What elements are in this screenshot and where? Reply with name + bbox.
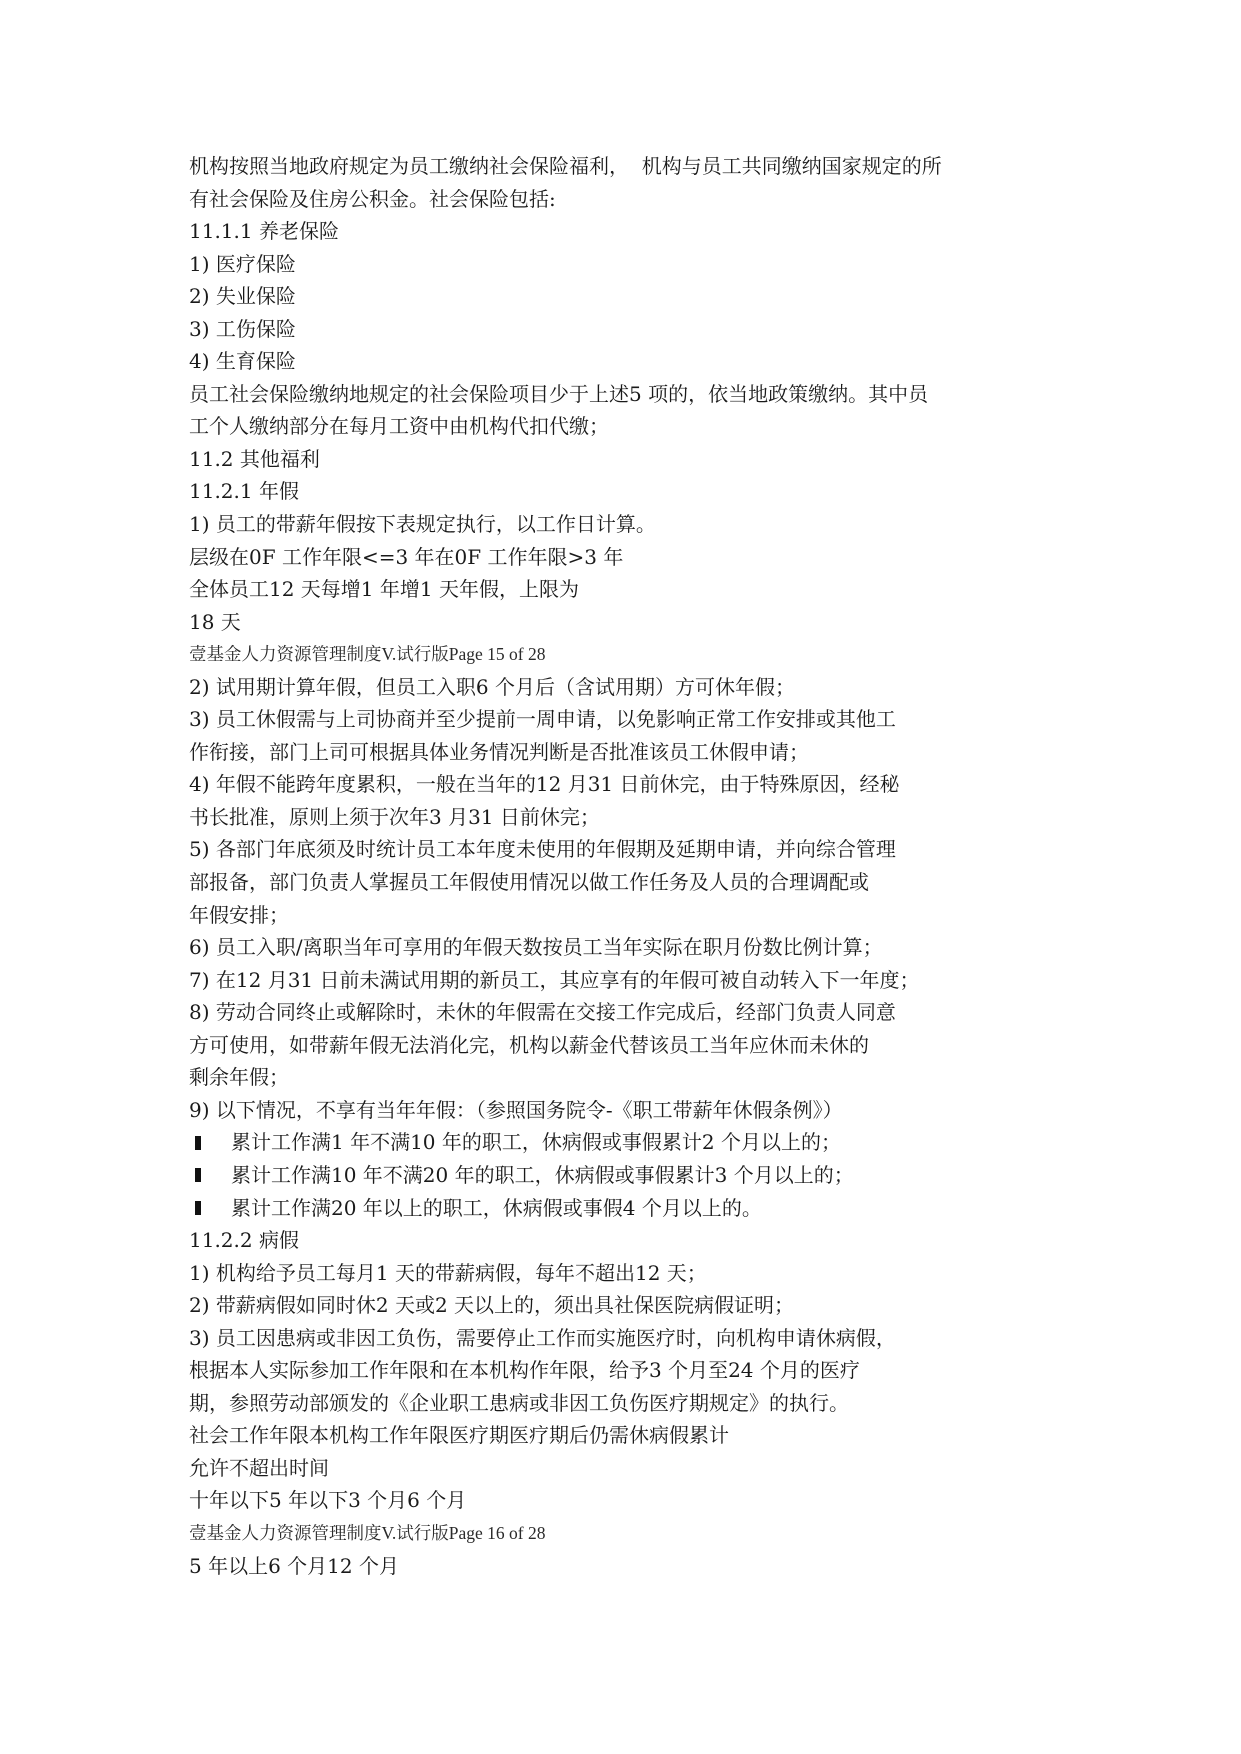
square-bullet-icon bbox=[195, 1201, 201, 1215]
section-heading: 11.2.2 病假 bbox=[189, 1228, 299, 1253]
list-item: 2) 试用期计算年假，但员工入职6 个月后（含试用期）方可休年假； bbox=[189, 674, 795, 699]
list-item: 1) 员工的带薪年假按下表规定执行，以工作日计算。 bbox=[189, 512, 656, 537]
text-line: 有社会保险及住房公积金。社会保险包括: bbox=[189, 186, 556, 211]
table-text-line: 层级在0F 工作年限<=3 年在0F 工作年限>3 年 bbox=[189, 544, 624, 569]
section-heading: 11.2.1 年假 bbox=[189, 479, 299, 504]
table-text-line: 全体员工12 天每增1 年增1 天年假，上限为 bbox=[189, 577, 579, 602]
table-text-line: 允许不超出时间 bbox=[189, 1455, 329, 1480]
text-line: 年假安排； bbox=[189, 902, 289, 927]
list-item: 3) 员工因患病或非因工负伤，需要停止工作而实施医疗时，向机构申请休病假， bbox=[189, 1325, 896, 1350]
page-footer: 壹基金人力资源管理制度V.试行版Page 15 of 28 bbox=[189, 644, 546, 665]
bullet-text: 累计工作满1 年不满10 年的职工，休病假或事假累计2 个月以上的； bbox=[231, 1130, 841, 1155]
text-line: 期，参照劳动部颁发的《企业职工患病或非因工负伤医疗期规定》的执行。 bbox=[189, 1390, 849, 1415]
list-item: 7) 在12 月31 日前未满试用期的新员工，其应享有的年假可被自动转入下一年度； bbox=[189, 967, 920, 992]
list-item: 3) 员工休假需与上司协商并至少提前一周申请，以免影响正常工作安排或其他工 bbox=[189, 707, 896, 732]
list-item: 1) 医疗保险 bbox=[189, 251, 296, 276]
list-item: 6) 员工入职/离职当年可享用的年假天数按员工当年实际在职月份数比例计算； bbox=[189, 935, 883, 960]
text-line: 员工社会保险缴纳地规定的社会保险项目少于上述5 项的，依当地政策缴纳。其中员 bbox=[189, 381, 929, 406]
table-text-line: 5 年以上6 个月12 个月 bbox=[189, 1553, 399, 1578]
text-line: 剩余年假； bbox=[189, 1065, 289, 1090]
text-line: 方可使用，如带薪年假无法消化完，机构以薪金代替该员工当年应休而未休的 bbox=[189, 1032, 869, 1057]
section-heading: 11.2 其他福利 bbox=[189, 446, 320, 471]
list-item: 1) 机构给予员工每月1 天的带薪病假，每年不超出12 天； bbox=[189, 1260, 707, 1285]
bullet-item bbox=[189, 1159, 1089, 1192]
square-bullet-icon bbox=[195, 1168, 201, 1182]
page-footer: 壹基金人力资源管理制度V.试行版Page 16 of 28 bbox=[189, 1522, 546, 1543]
list-item: 3) 工伤保险 bbox=[189, 316, 296, 341]
square-bullet-icon bbox=[195, 1136, 201, 1150]
table-text-line: 社会工作年限本机构工作年限医疗期医疗期后仍需休病假累计 bbox=[189, 1423, 729, 1448]
text-line: 书长批准，原则上须于次年3 月31 日前休完； bbox=[189, 804, 600, 829]
bullet-item bbox=[189, 1192, 1089, 1225]
document-body bbox=[189, 150, 1089, 1582]
list-item: 8) 劳动合同终止或解除时，未休的年假需在交接工作完成后，经部门负责人同意 bbox=[189, 1000, 896, 1025]
list-item: 5) 各部门年底须及时统计员工本年度未使用的年假期及延期申请，并向综合管理 bbox=[189, 837, 896, 862]
text-line: 机构按照当地政府规定为员工缴纳社会保险福利， 机构与员工共同缴纳国家规定的所 bbox=[189, 154, 942, 178]
list-item: 4) 生育保险 bbox=[189, 349, 296, 374]
list-item: 9) 以下情况，不享有当年年假：（参照国务院令-《职工带薪年休假条例》） bbox=[189, 1097, 843, 1122]
text-line: 根据本人实际参加工作年限和在本机构作年限，给予3 个月至24 个月的医疗 bbox=[189, 1358, 860, 1383]
table-text-line: 18 天 bbox=[189, 609, 241, 634]
bullet-item bbox=[189, 1126, 1089, 1159]
text-line: 部报备，部门负责人掌握员工年假使用情况以做工作任务及人员的合理调配或 bbox=[189, 870, 869, 895]
section-heading: 11.1.1 养老保险 bbox=[189, 219, 339, 244]
bullet-text: 累计工作满20 年以上的职工，休病假或事假4 个月以上的。 bbox=[231, 1195, 762, 1220]
list-item: 4) 年假不能跨年度累积，一般在当年的12 月31 日前休完，由于特殊原因，经秘 bbox=[189, 772, 900, 797]
list-item: 2) 带薪病假如同时休2 天或2 天以上的，须出具社保医院病假证明； bbox=[189, 1293, 795, 1318]
list-item: 2) 失业保险 bbox=[189, 284, 296, 309]
bullet-text: 累计工作满10 年不满20 年的职工，休病假或事假累计3 个月以上的； bbox=[231, 1162, 854, 1187]
text-line: 工个人缴纳部分在每月工资中由机构代扣代缴； bbox=[189, 414, 609, 439]
table-text-line: 十年以下5 年以下3 个月6 个月 bbox=[189, 1488, 467, 1513]
text-line: 作衔接，部门上司可根据具体业务情况判断是否批准该员工休假申请； bbox=[189, 739, 809, 764]
